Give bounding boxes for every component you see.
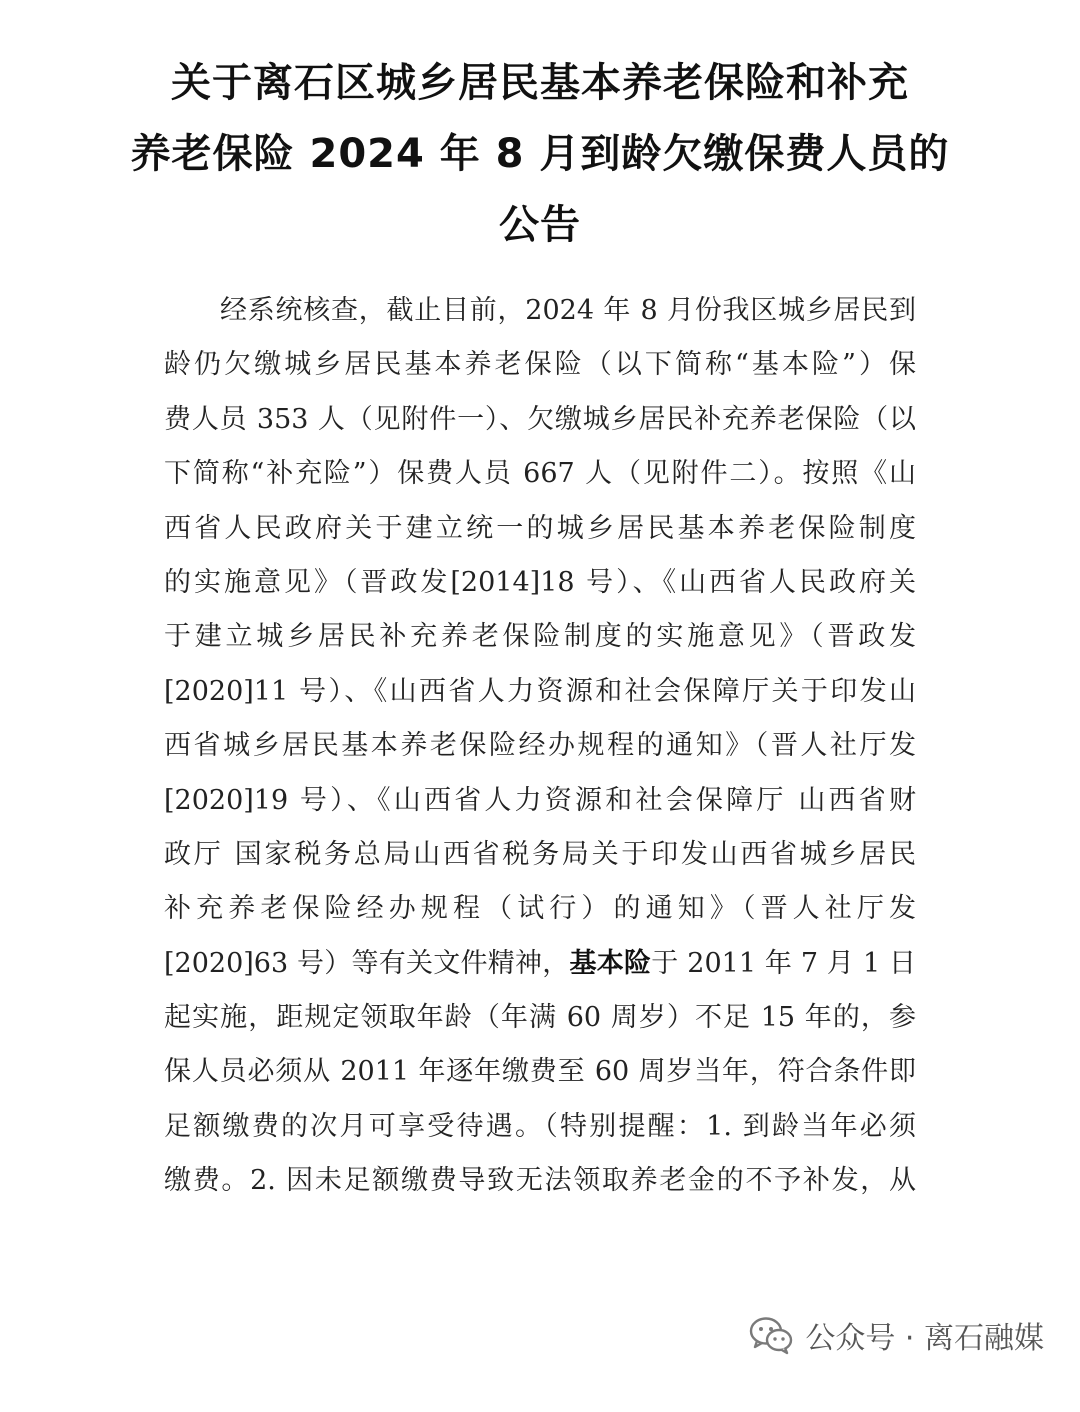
- body-line: 起实施，距规定领取年龄（年满 60 周岁）不足 15 年的，参: [164, 1002, 916, 1034]
- body-line-with-emphasis: [164, 937, 916, 991]
- body-line: 费人员 353 人（见附件一）、欠缴城乡居民补充养老保险（以: [164, 403, 916, 435]
- watermark-text: 公众号 · 离石融媒: [805, 1321, 1044, 1356]
- body-line: 足额缴费的次月可享受待遇。（特别提醒：1. 到龄当年必须: [164, 1110, 916, 1142]
- body-line: 政厅 国家税务总局山西省税务局关于印发山西省城乡居民: [164, 838, 916, 870]
- body-line: 于建立城乡居民补充养老保险制度的实施意见》（晋政发: [164, 621, 916, 653]
- body-line: 保人员必须从 2011 年逐年缴费至 60 周岁当年，符合条件即: [164, 1056, 916, 1088]
- body-line: 补充养老保险经办规程（试行）的通知》（晋人社厅发: [164, 893, 916, 925]
- body-line: 西省人民政府关于建立统一的城乡居民基本养老保险制度: [164, 512, 916, 544]
- body-line: 龄仍欠缴城乡居民基本养老保险（以下简称“基本险”）保: [164, 349, 916, 381]
- wechat-icon: [749, 1315, 793, 1355]
- title-line-1: 关于离石区城乡居民基本养老保险和补充: [171, 60, 909, 106]
- title-line-2: 养老保险 2024 年 8 月到龄欠缴保费人员的: [130, 131, 950, 177]
- body-line-part: 于 2011 年 7 月 1 日: [651, 947, 916, 979]
- body-line: 经系统核查，截止目前，2024 年 8 月份我区城乡居民到: [220, 295, 916, 326]
- body-line: [2020]11 号）、《山西省人力资源和社会保障厅关于印发山: [164, 675, 916, 707]
- body-line: 缴费。2. 因未足额缴费导致无法领取养老金的不予补发，从: [164, 1165, 916, 1197]
- notice-title: [90, 48, 990, 261]
- title-line-3: 公告: [499, 202, 581, 248]
- wechat-watermark: [749, 1310, 1044, 1360]
- notice-body: [164, 284, 916, 1209]
- body-line: 西省城乡居民基本养老保险经办规程的通知》（晋人社厅发: [164, 730, 916, 762]
- body-line: 的实施意见》（晋政发[2014]18 号）、《山西省人民政府关: [164, 566, 916, 598]
- body-line-part: [2020]63 号）等有关文件精神，: [164, 947, 570, 979]
- body-line: 下简称“补充险”）保费人员 667 人（见附件二）。按照《山: [164, 458, 916, 490]
- body-line: [2020]19 号）、《山西省人力资源和社会保障厅 山西省财: [164, 784, 916, 816]
- emphasis-basic-insurance: 基本险: [569, 947, 652, 979]
